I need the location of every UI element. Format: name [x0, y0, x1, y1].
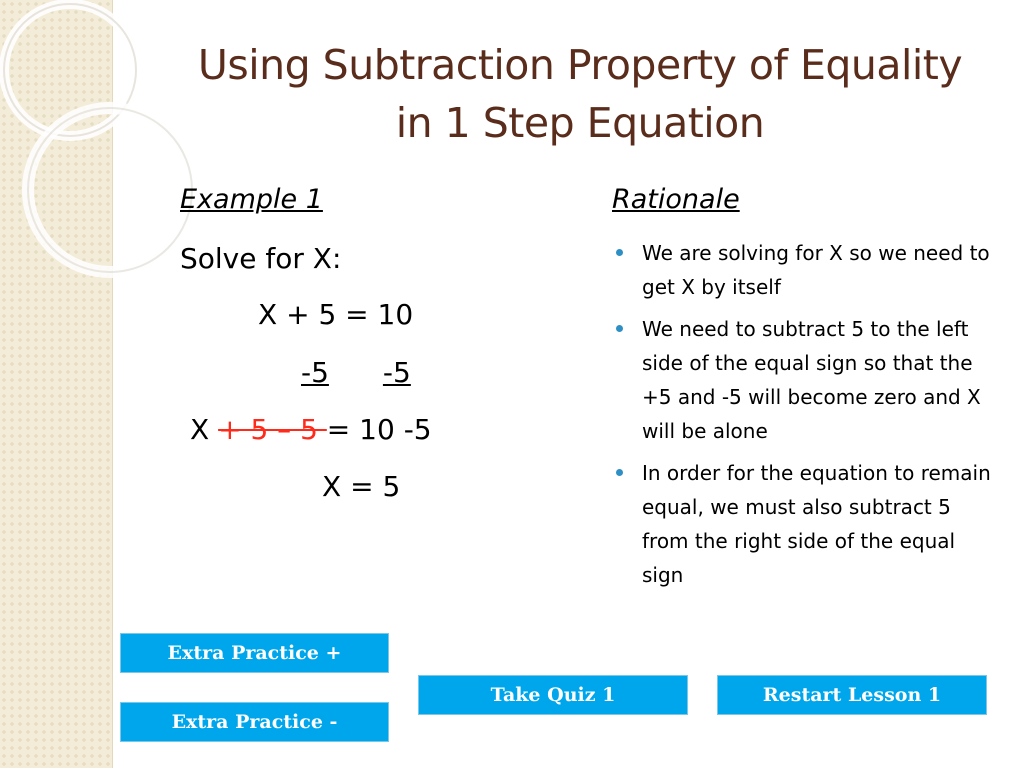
take-quiz-button[interactable]: Take Quiz 1 — [418, 675, 688, 715]
extra-practice-minus-button[interactable]: Extra Practice - — [120, 702, 389, 742]
list-item-text: We need to subtract 5 to the left side of the equal sign so that the +5 and -5 will become zero and X will be alone — [642, 317, 981, 443]
subtract-right: -5 — [382, 356, 411, 389]
bullet-icon — [616, 325, 623, 332]
cancelled-terms: + 5 – 5 — [218, 413, 327, 446]
subtract-left: -5 — [301, 356, 329, 389]
list-item — [612, 456, 992, 592]
list-item — [612, 236, 992, 304]
rationale-heading: Rationale — [612, 184, 740, 215]
rationale-list — [612, 236, 992, 600]
bullet-icon — [616, 469, 623, 476]
decorative-rings — [0, 0, 200, 300]
restart-lesson-button[interactable]: Restart Lesson 1 — [717, 675, 987, 715]
solve-prompt: Solve for X: — [180, 242, 342, 275]
extra-practice-plus-button[interactable]: Extra Practice + — [120, 633, 389, 673]
equation-line-2 — [301, 356, 411, 389]
equation-line-3 — [190, 413, 432, 446]
list-item — [612, 312, 992, 448]
list-item-text: We are solving for X so we need to get X by itself — [642, 241, 990, 299]
equation-line-1: X + 5 = 10 — [258, 298, 414, 331]
slide-title: Using Subtraction Property of Equality in 1 Step Equation — [197, 41, 963, 147]
list-item-text: In order for the equation to remain equal, we must also subtract 5 from the right side of the equal sign — [642, 461, 991, 587]
bullet-icon — [616, 249, 623, 256]
example-heading: Example 1 — [180, 184, 323, 215]
equation-line-3-suffix: = 10 -5 — [326, 413, 432, 446]
equation-solution: X = 5 — [322, 470, 401, 503]
equation-line-3-prefix: X — [190, 413, 219, 446]
